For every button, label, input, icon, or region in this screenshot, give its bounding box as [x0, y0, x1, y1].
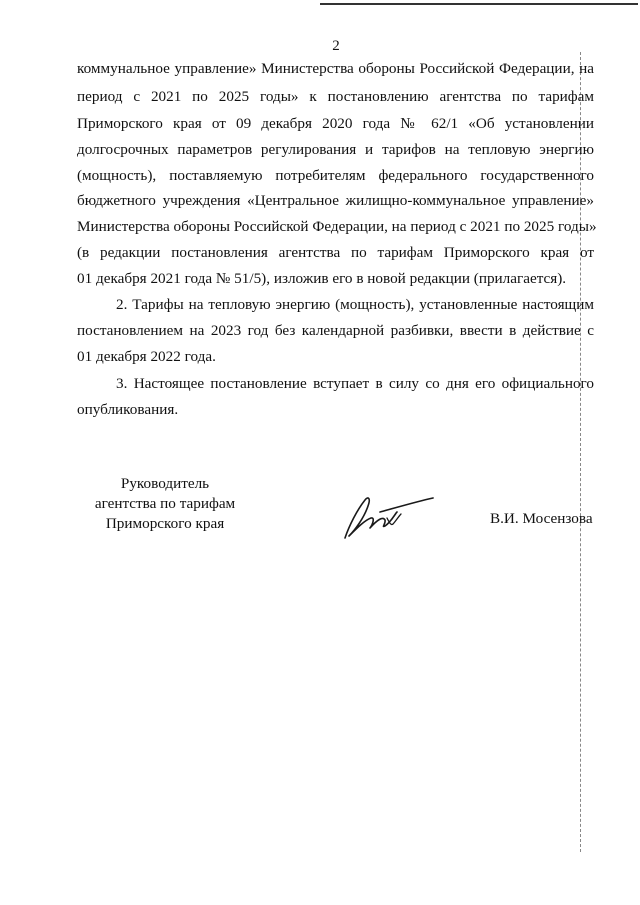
paragraph-1-line: 01 декабря 2021 года № 51/5), изложив его в новой редакции (прилагается).	[77, 270, 567, 287]
paragraph-1-line: долгосрочных параметров регулирования и тарифов на тепловую энергию	[77, 141, 594, 158]
paragraph-1-line: Приморского края от 09 декабря 2020 года № 62/1 «Об установлении	[77, 115, 594, 132]
signatory-position-line: Приморского края	[105, 515, 225, 532]
paragraph-1-line: период с 2021 по 2025 годы» к постановлению агентства по тарифам	[77, 88, 594, 105]
page-number: 2	[332, 38, 340, 54]
handwritten-signature	[335, 490, 435, 546]
paragraph-2-line: постановлением на 2023 год без календарной разбивки, ввести в действие с	[77, 322, 594, 339]
paragraph-1-line: коммунальное управление» Министерства обороны Российской Федерации, на	[77, 60, 594, 77]
paragraph-2-line: 01 декабря 2022 года.	[77, 348, 216, 365]
signatory-position-line: агентства по тарифам	[94, 495, 236, 512]
paragraph-1-line: бюджетного учреждения «Центральное жилищно-коммунальное управление»	[77, 192, 594, 209]
signatory-position	[70, 474, 260, 534]
paragraph-2-line: 2. Тарифы на тепловую энергию (мощность), установленные настоящим	[116, 296, 594, 313]
signatory-position-line: Руководитель	[120, 475, 210, 492]
top-rule	[320, 3, 638, 5]
signatory-name: В.И. Мосензова	[490, 510, 593, 527]
paragraph-1-line: (в редакции постановления агентства по тарифам Приморского края от	[77, 244, 594, 261]
paragraph-1-line: Министерства обороны Российской Федерации, на период с 2021 по 2025 годы»	[77, 218, 597, 235]
paragraph-3-line: 3. Настоящее постановление вступает в силу со дня его официального	[116, 375, 594, 392]
paragraph-3-line: опубликования.	[77, 401, 179, 418]
paragraph-1-line: (мощность), поставляемую потребителям федерального государственного	[77, 167, 594, 184]
